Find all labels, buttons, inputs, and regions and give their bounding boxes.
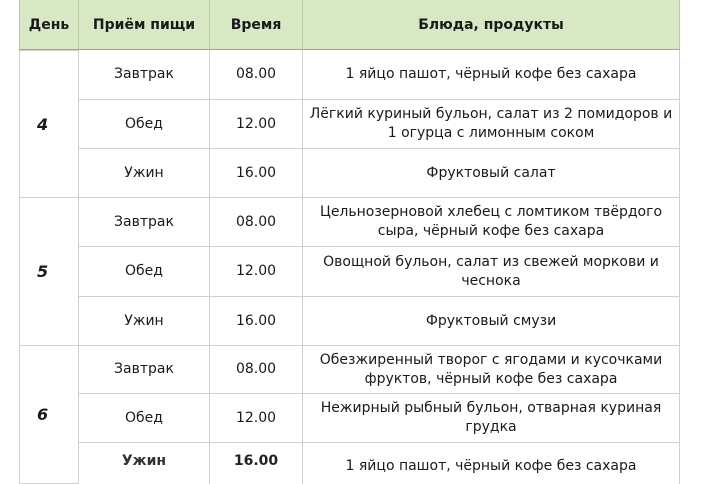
day-cell: 4 xyxy=(19,50,79,198)
time-cell: 16.00 xyxy=(210,149,303,198)
time-cell: 16.00 xyxy=(210,297,303,346)
meal-cell: Завтрак xyxy=(79,50,210,100)
time-cell: 08.00 xyxy=(210,50,303,100)
header-meal: Приём пищи xyxy=(79,0,210,50)
meal-cell: Обед xyxy=(79,100,210,149)
meal-plan-table xyxy=(19,0,680,484)
time-cell: 12.00 xyxy=(210,247,303,297)
meal-cell: Ужин xyxy=(79,149,210,198)
time-cell: 16.00 xyxy=(210,443,303,484)
time-cell: 08.00 xyxy=(210,346,303,394)
dish-cell: Цельнозерновой хлебец с ломтиком твёрдого сыра, чёрный кофе без сахара xyxy=(303,198,680,247)
dish-cell: Фруктовый смузи xyxy=(303,297,680,346)
meal-cell: Обед xyxy=(79,247,210,297)
time-cell: 08.00 xyxy=(210,198,303,247)
dish-cell: 1 яйцо пашот, чёрный кофе без сахара xyxy=(303,443,680,484)
meal-cell: Ужин xyxy=(79,297,210,346)
day-cell: 5 xyxy=(19,198,79,346)
time-cell: 12.00 xyxy=(210,100,303,149)
meal-cell: Завтрак xyxy=(79,198,210,247)
dish-cell: Обезжиренный творог с ягодами и кусочками фруктов, чёрный кофе без сахара xyxy=(303,346,680,394)
meal-cell: Обед xyxy=(79,394,210,443)
header-dishes: Блюда, продукты xyxy=(303,0,680,50)
meal-cell: Завтрак xyxy=(79,346,210,394)
header-time: Время xyxy=(210,0,303,50)
header-day: День xyxy=(19,0,79,50)
time-cell: 12.00 xyxy=(210,394,303,443)
dish-cell: 1 яйцо пашот, чёрный кофе без сахара xyxy=(303,50,680,100)
day-cell: 6 xyxy=(19,346,79,484)
dish-cell: Нежирный рыбный бульон, отварная куриная грудка xyxy=(303,394,680,443)
dish-cell: Овощной бульон, салат из свежей моркови и чеснока xyxy=(303,247,680,297)
dish-cell: Фруктовый салат xyxy=(303,149,680,198)
meal-cell: Ужин xyxy=(79,443,210,484)
dish-cell: Лёгкий куриный бульон, салат из 2 помидоров и 1 огурца с лимонным соком xyxy=(303,100,680,149)
